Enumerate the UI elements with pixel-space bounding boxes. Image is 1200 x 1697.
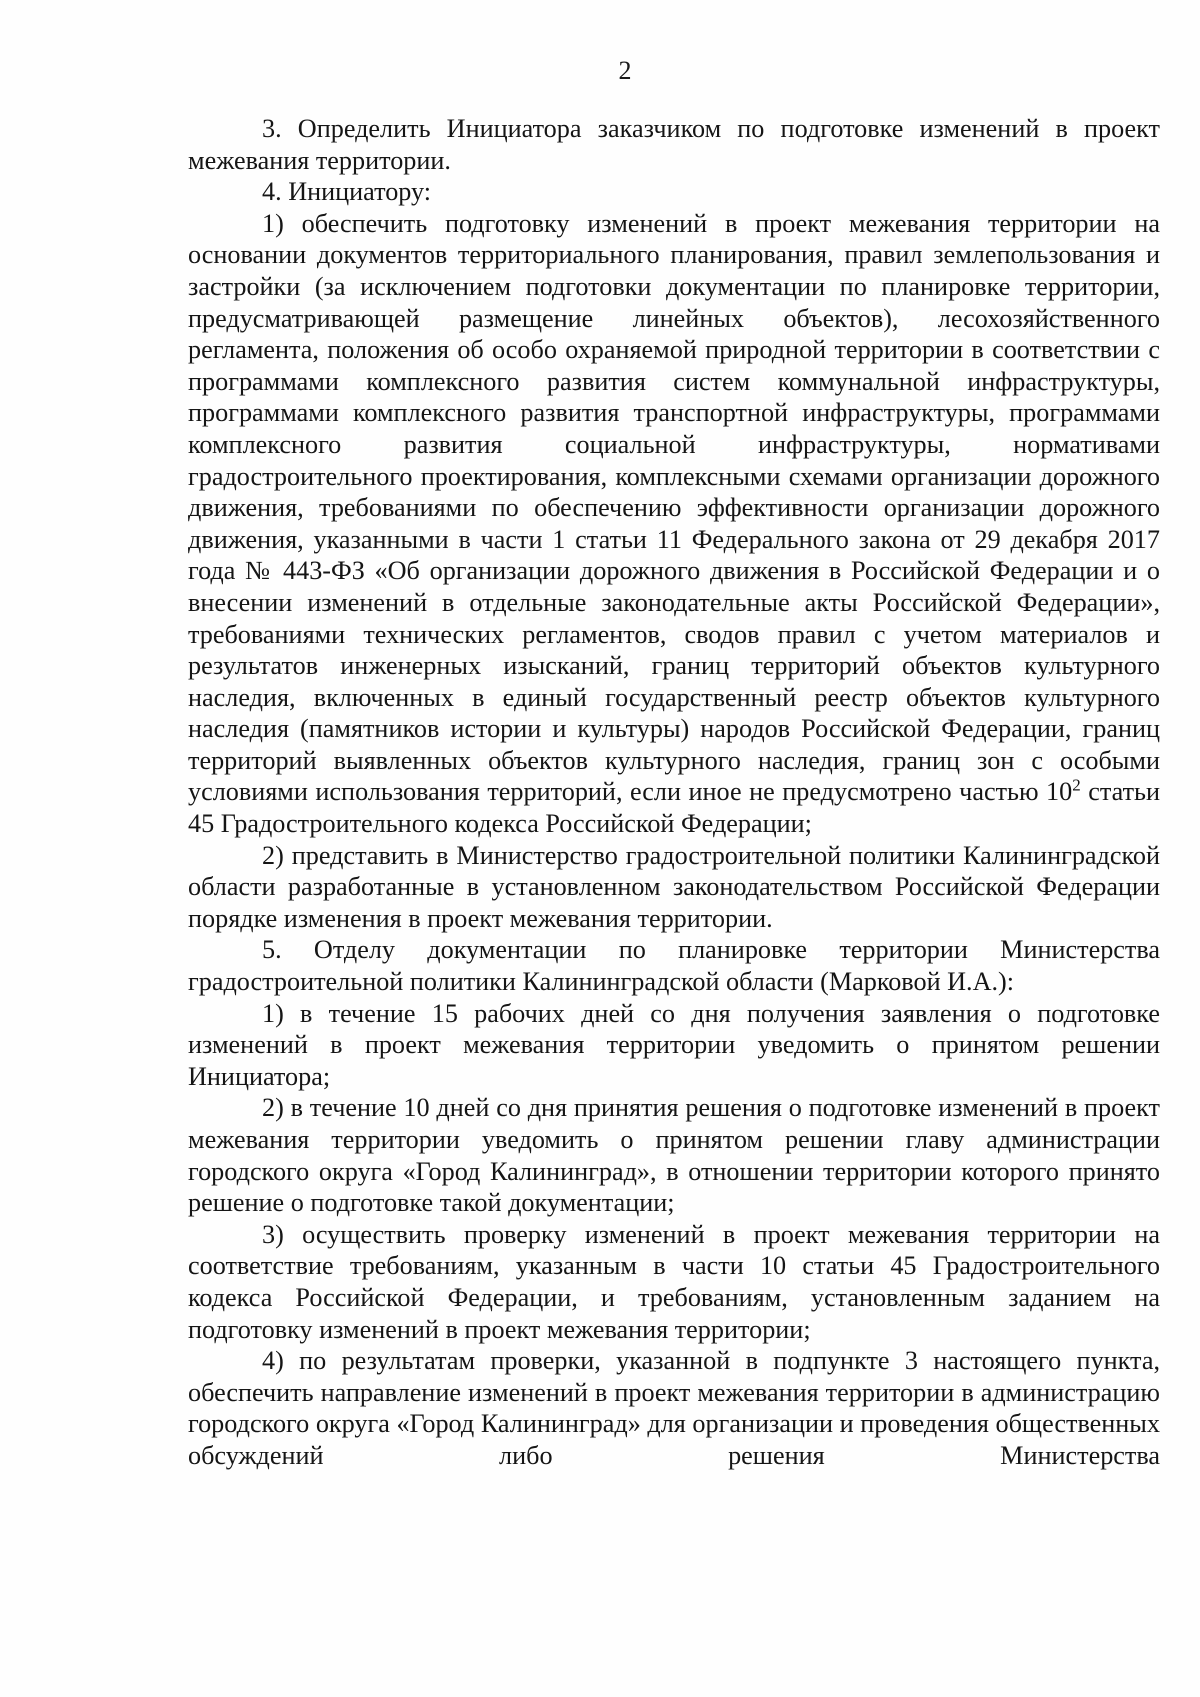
document-body [188,113,1160,1472]
subparagraph-5-2: 2) в течение 10 дней со дня принятия решения о подготовке изменений в проект межевания территории уведомить о принятом решении главу администрации городского округа «Город Калининград», в отношении территории которого принято решение о подготовке такой документации; [188,1093,1160,1218]
subparagraph-4-1 [188,208,1160,840]
subparagraph-5-1: 1) в течение 15 рабочих дней со дня получения заявления о подготовке изменений в проект межевания территории уведомить о принятом решении Инициатора; [188,998,1160,1091]
page-number: 2 [618,56,632,85]
paragraph-item-3: 3. Определить Инициатора заказчиком по подготовке изменений в проект межевания территории. [188,114,1160,175]
subparagraph-4-1-tail: статьи 45 Градостроительного кодекса Российской Федерации; [188,777,1160,839]
subparagraph-4-2: 2) представить в Министерство градостроительной политики Калининградской области разработанные в установленном законодательством Российской Федерации порядке изменения в проект межевания территории. [188,840,1160,933]
paragraph-item-4: 4. Инициатору: [262,177,432,207]
subparagraph-5-3: 3) осуществить проверку изменений в проект межевания территории на соответствие требованиям, указанным в части 10 статьи 45 Градостроительного кодекса Российской Федерации, и требованиям, установленным заданием на подготовку изменений в проект межевания территории; [188,1219,1160,1344]
subparagraph-5-4: 4) по результатам проверки, указанной в подпункте 3 настоящего пункта, обеспечить направление изменений в проект межевания территории в администрацию городского округа «Город Калининград» для организации и проведения общественных обсуждений либо решения Министерства [188,1346,1160,1470]
paragraph-item-5: 5. Отделу документации по планировке территории Министерства градостроительной политики Калининградской области (Марковой И.А.): [188,935,1160,997]
subparagraph-4-1-text: 1) обеспечить подготовку изменений в проект межевания территории на основании документов территориального планирования, правил землепользования и застройки (за исключением подготовки документации по планировке территории, предусматривающей размещение линейных объектов), лесохозяйственного регламента, положения об особо охраняемой природной территории в соответствии с программами комплексного развития систем коммунальной инфраструктуры, программами комплексного развития транспортной инфраструктуры, программами комплексного развития социальной инфраструктуры, нормативами градостроительного проектирования, комплексными схемами организации дорожного движения, требованиями по обеспечению эффективности организации дорожного движения, указанными в части 1 статьи 11 Федерального закона от 29 декабря 2017 года № 443-ФЗ «Об организации дорожного движения в Российской Федерации и о внесении изменений в отдельные законодательные акты Российской Федерации», требованиями технических регламентов, сводов правил с учетом материалов и результатов инженерных изысканий, границ территорий объектов культурного наследия, включенных в единый государственный реестр объектов культурного наследия (памятников истории и культуры) народов Российской Федерации, границ территорий выявленных объектов культурного наследия, границ зон с особыми условиями использования территорий, если иное не предусмотрено частью 10 [188,208,1160,807]
superscript: 2 [1072,775,1081,795]
